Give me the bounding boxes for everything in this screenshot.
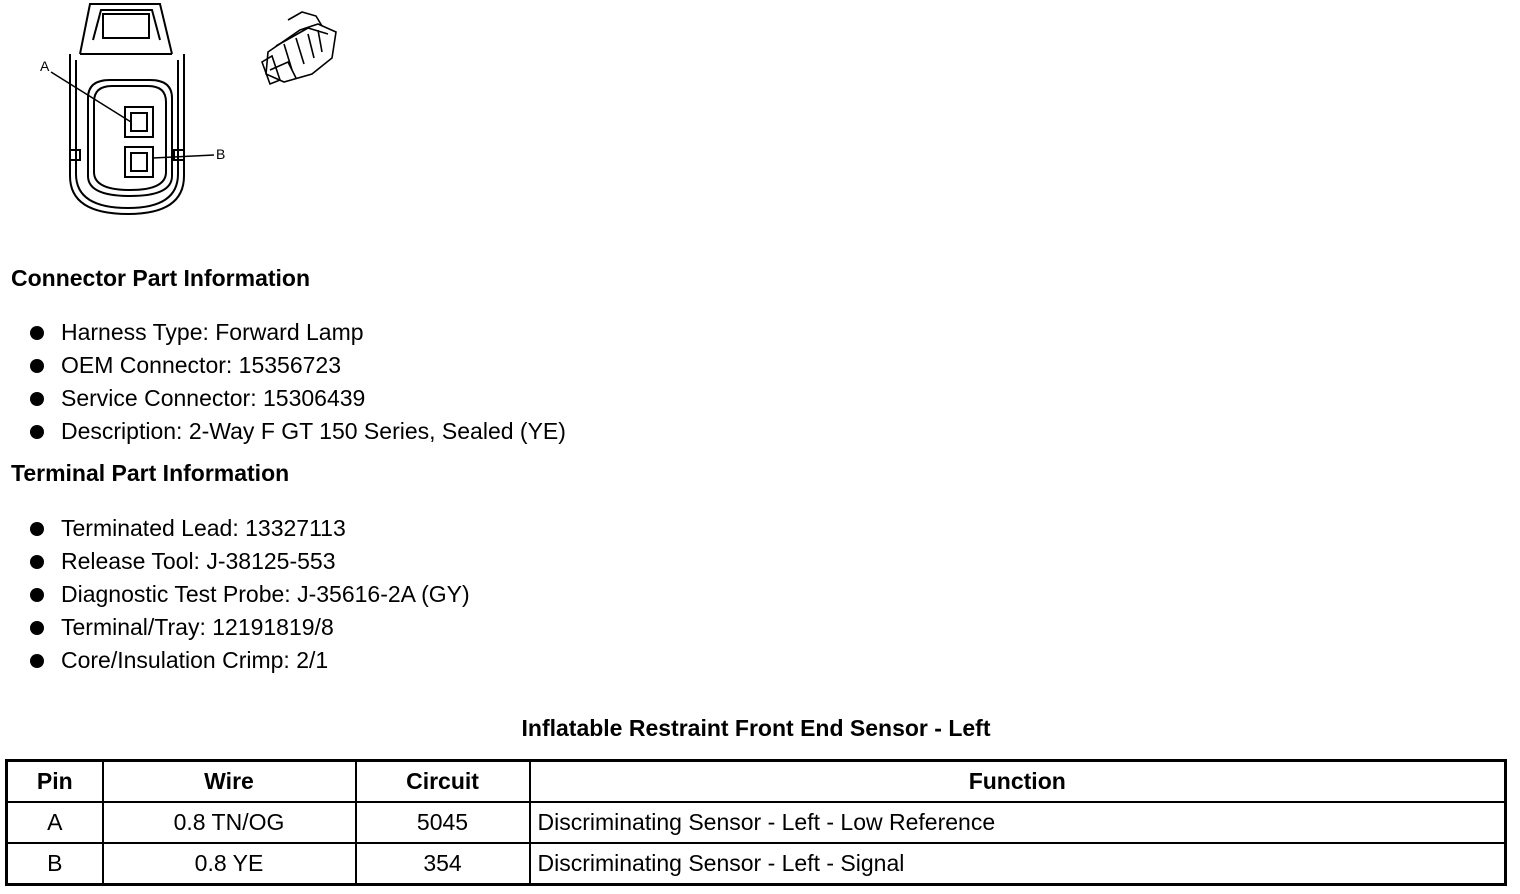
table-row (7, 843, 1506, 885)
pin-b-label: B (216, 146, 226, 162)
pin-a-label: A (40, 58, 50, 74)
cell-function: Discriminating Sensor - Left - Signal (530, 843, 1506, 885)
bullet-icon (30, 654, 44, 668)
terminal-part-info-list (0, 512, 470, 677)
bullet-icon (30, 522, 44, 536)
table-header-row (7, 761, 1506, 803)
list-item: OEM Connector: 15356723 (0, 349, 566, 382)
bullet-icon (30, 359, 44, 373)
cell-circuit: 5045 (356, 802, 530, 843)
list-item: Harness Type: Forward Lamp (0, 316, 566, 349)
table-row (7, 802, 1506, 843)
connector-part-info-heading: Connector Part Information (11, 265, 311, 291)
pinout-table (5, 759, 1507, 886)
cell-wire: 0.8 YE (103, 843, 356, 885)
list-item: Terminated Lead: 13327113 (0, 512, 470, 545)
header-wire: Wire (103, 761, 356, 803)
header-circuit: Circuit (356, 761, 530, 803)
bullet-icon (30, 555, 44, 569)
header-function: Function (530, 761, 1506, 803)
list-item: Core/Insulation Crimp: 2/1 (0, 644, 470, 677)
bullet-icon (30, 326, 44, 340)
connector-face-diagram (0, 0, 360, 230)
pinout-table-title: Inflatable Restraint Front End Sensor - Left (521, 715, 991, 741)
terminal-part-info-heading: Terminal Part Information (11, 460, 290, 486)
connector-part-info-list (0, 316, 566, 448)
header-pin: Pin (7, 761, 103, 803)
bullet-icon (30, 621, 44, 635)
cell-function: Discriminating Sensor - Left - Low Reference (530, 802, 1506, 843)
cell-pin: A (7, 802, 103, 843)
bullet-icon (30, 425, 44, 439)
cell-wire: 0.8 TN/OG (103, 802, 356, 843)
cell-pin: B (7, 843, 103, 885)
list-item: Service Connector: 15306439 (0, 382, 566, 415)
cell-circuit: 354 (356, 843, 530, 885)
list-item: Diagnostic Test Probe: J-35616-2A (GY) (0, 578, 470, 611)
bullet-icon (30, 588, 44, 602)
list-item: Description: 2-Way F GT 150 Series, Sealed (YE) (0, 415, 566, 448)
list-item: Terminal/Tray: 12191819/8 (0, 611, 470, 644)
bullet-icon (30, 392, 44, 406)
list-item: Release Tool: J-38125-553 (0, 545, 470, 578)
